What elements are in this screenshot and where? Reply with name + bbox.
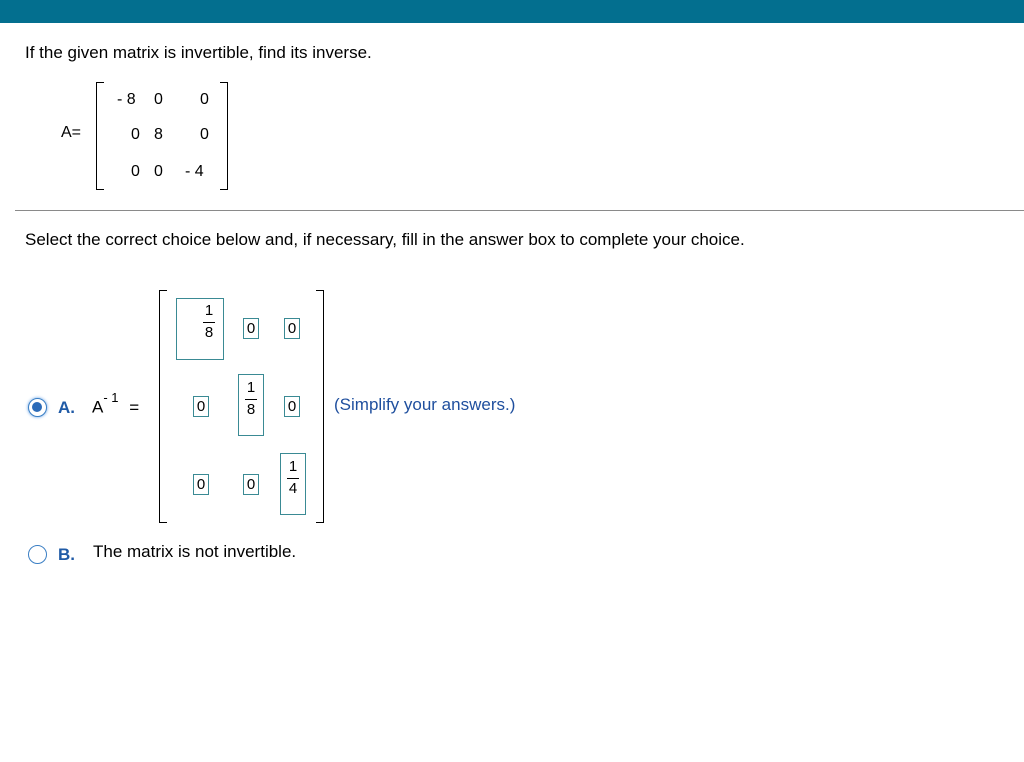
- matrix-cell-r2c1: 0: [131, 126, 140, 143]
- choice-b-letter[interactable]: B.: [58, 545, 75, 564]
- answer-box-r3c2[interactable]: 0: [243, 474, 259, 495]
- choice-b-radio[interactable]: [28, 545, 47, 564]
- inverse-label-base: A: [92, 397, 104, 417]
- fraction-denominator: 8: [246, 401, 256, 418]
- answer-box-r2c1[interactable]: 0: [193, 396, 209, 417]
- matrix-cell-r3c2: 0: [154, 163, 163, 180]
- fraction-denominator: 4: [288, 480, 298, 497]
- matrix-cell-r2c3: 0: [200, 126, 209, 143]
- matrix-cell-r3c1: 0: [131, 163, 140, 180]
- question-text: If the given matrix is invertible, find its inverse.: [25, 43, 372, 62]
- inverse-exponent: - 1: [103, 390, 119, 405]
- equals-sign: =: [129, 397, 140, 417]
- choice-b-text[interactable]: The matrix is not invertible.: [93, 542, 297, 561]
- fraction-numerator: 1: [288, 458, 298, 475]
- fraction-bar: [203, 322, 215, 323]
- choice-a-letter[interactable]: A.: [58, 398, 75, 417]
- answer-box-r2c2[interactable]: [238, 374, 264, 436]
- answer-box-r1c3[interactable]: 0: [284, 318, 300, 339]
- matrix-cell-r1c2: 0: [154, 91, 163, 108]
- choice-a-radio[interactable]: [28, 398, 47, 417]
- fraction-denominator: 8: [204, 324, 214, 341]
- matrix-cell-r1c3: 0: [200, 91, 209, 108]
- divider: [15, 210, 1024, 211]
- matrix-cell-r3c3: - 4: [185, 163, 204, 180]
- answer-box-r2c3[interactable]: 0: [284, 396, 300, 417]
- fraction-numerator: 1: [246, 379, 256, 396]
- matrix-cell-r1c1: - 8: [117, 91, 136, 108]
- answer-box-r1c1[interactable]: [176, 298, 224, 360]
- inverse-label: [92, 390, 140, 418]
- matrix-label: A=: [61, 124, 82, 141]
- answer-box-r3c1[interactable]: 0: [193, 474, 209, 495]
- fraction-numerator: 1: [204, 302, 214, 319]
- instruction-text: Select the correct choice below and, if necessary, fill in the answer box to complete your choice.: [25, 230, 745, 249]
- fraction-bar: [245, 399, 257, 400]
- answer-box-r1c2[interactable]: 0: [243, 318, 259, 339]
- left-bracket: [96, 82, 104, 190]
- right-bracket: [220, 82, 228, 190]
- inverse-right-bracket: [316, 290, 324, 523]
- answer-box-r3c3[interactable]: [280, 453, 306, 515]
- fraction-bar: [287, 478, 299, 479]
- top-banner: [0, 0, 1024, 23]
- matrix-cell-r2c2: 8: [154, 126, 163, 143]
- inverse-left-bracket: [159, 290, 167, 523]
- simplify-hint: (Simplify your answers.): [334, 395, 516, 414]
